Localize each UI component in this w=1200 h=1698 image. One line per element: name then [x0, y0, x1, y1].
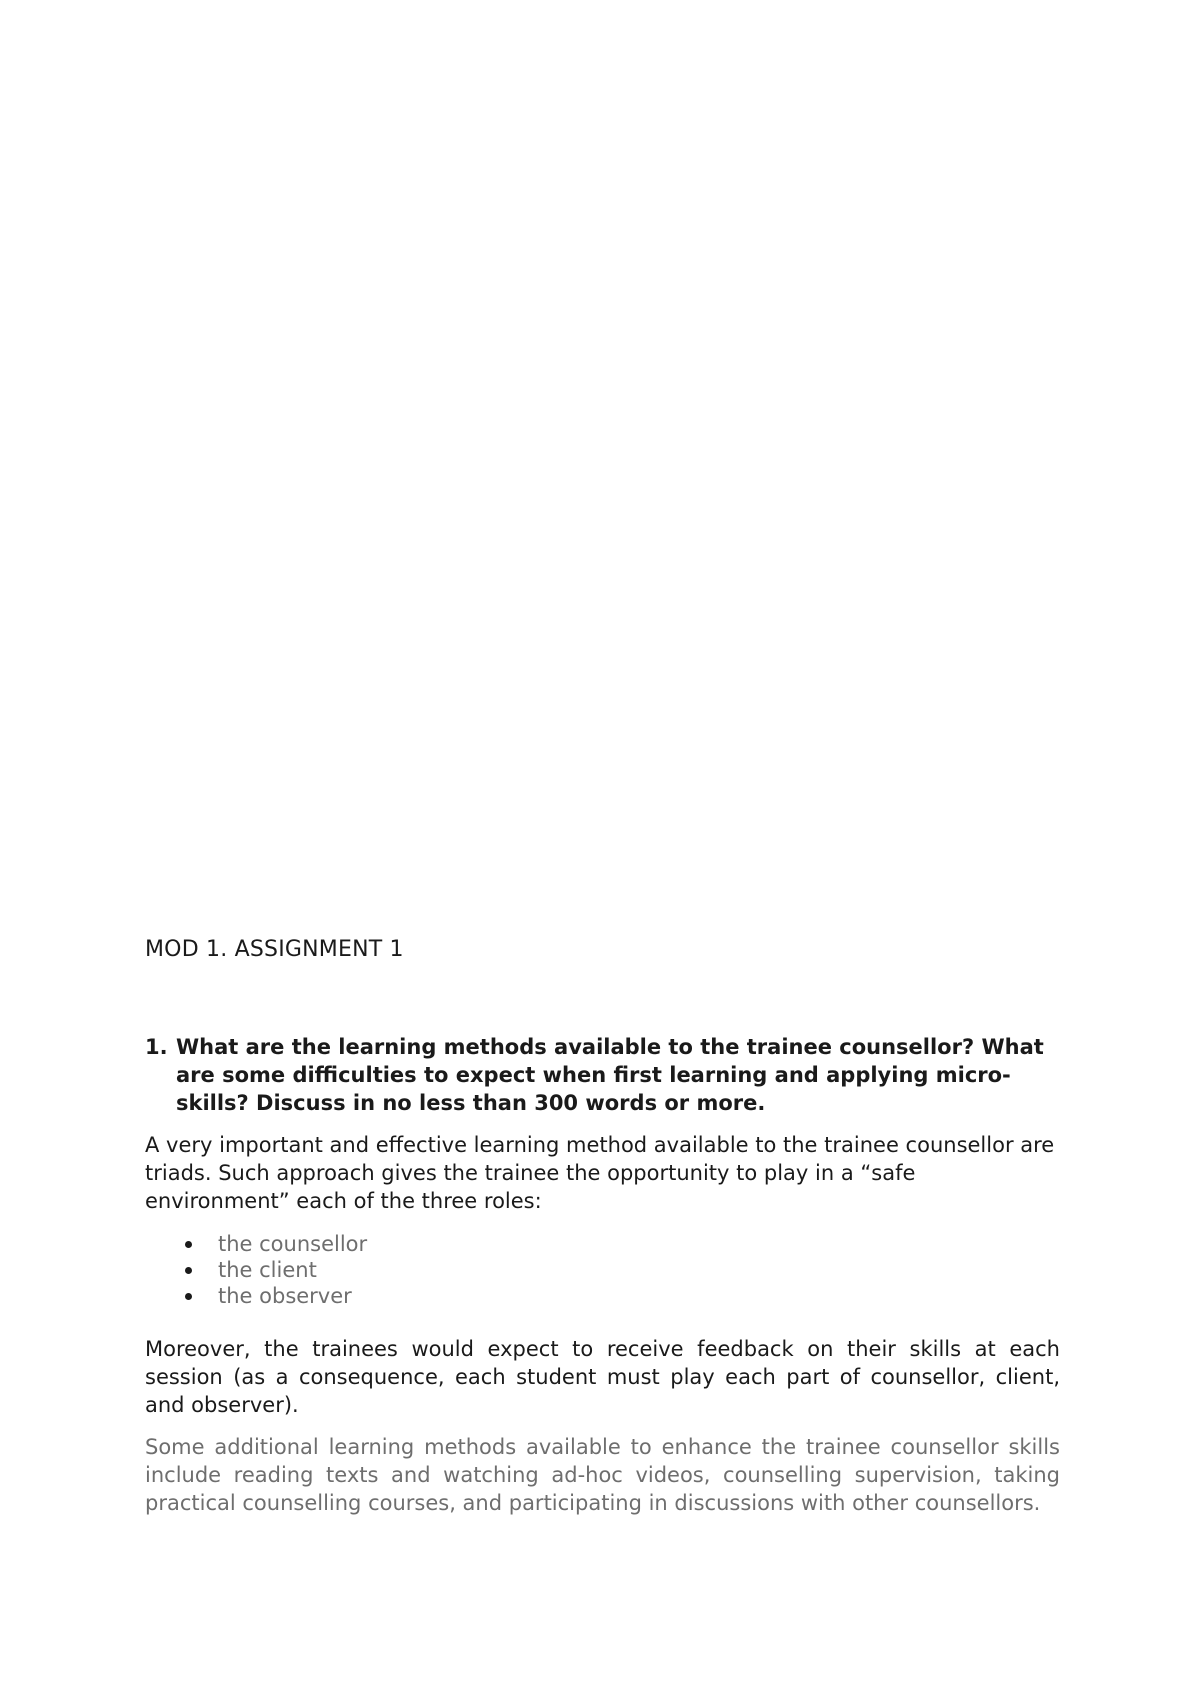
document-title: MOD 1. ASSIGNMENT 1: [145, 937, 404, 962]
document-content: [145, 935, 1060, 1517]
roles-list: [145, 1231, 1060, 1309]
role-label: the client: [218, 1258, 317, 1282]
role-label: the observer: [218, 1284, 352, 1308]
paragraph-feedback: Moreover, the trainees would expect to receive feedback on their skills at each session (as a consequence, each student must play each part of counsellor, client, and observer).: [145, 1337, 1060, 1417]
paragraph-triads: A very important and effective learning method available to the trainee counsellor are triads. Such approach gives the trainee the opportunity to play in a “safe environment” each of the three roles:: [145, 1133, 1055, 1213]
list-item: [185, 1283, 1060, 1309]
bullet-icon: [185, 1293, 192, 1300]
question-text: What are the learning methods available to the trainee counsellor? What are some difficulties to expect when first learning and applying micro-skills? Discuss in no less than 300 words or more.: [176, 1035, 1044, 1115]
question-number: 1.: [145, 1035, 168, 1059]
list-item: [185, 1257, 1060, 1283]
list-item: [185, 1231, 1060, 1257]
bullet-icon: [185, 1241, 192, 1248]
paragraph-additional-methods: Some additional learning methods available to enhance the trainee counsellor skills include reading texts and watching ad-hoc videos, counselling supervision, taking practical counselling courses, and participating in discussions with other counsellors.: [145, 1435, 1060, 1515]
role-label: the counsellor: [218, 1232, 368, 1256]
question-item: [145, 1033, 1060, 1117]
bullet-icon: [185, 1267, 192, 1274]
